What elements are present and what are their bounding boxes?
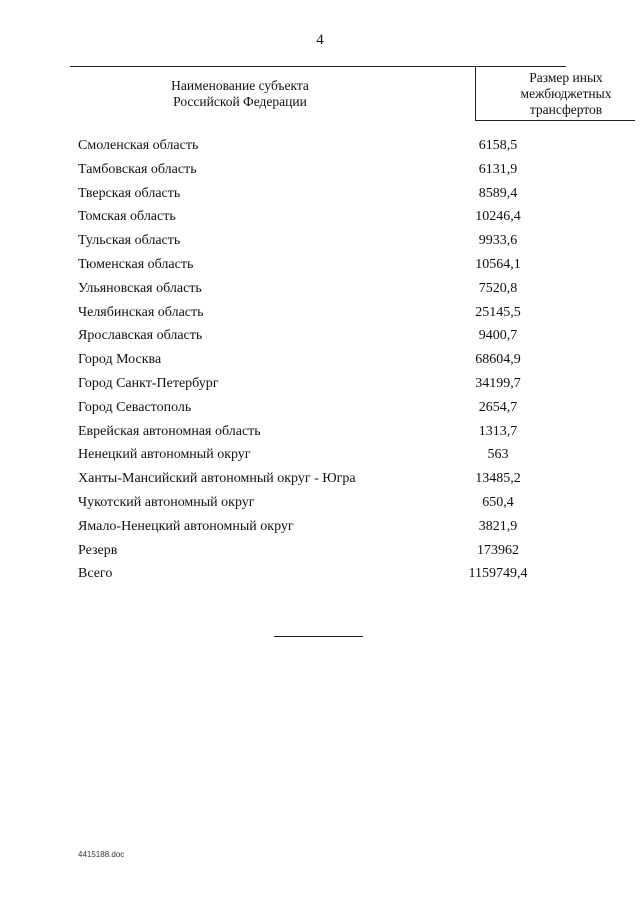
subject-name-cell: Ямало-Ненецкий автономный округ: [78, 518, 294, 534]
subject-name-cell: Ярославская область: [78, 328, 203, 344]
subject-name-cell: Город Москва: [78, 352, 162, 368]
table-row: [78, 186, 566, 210]
subject-name-cell: Тюменская область: [78, 256, 194, 272]
transfer-amount-cell: 13485,2: [475, 471, 521, 487]
table-row: [78, 566, 566, 590]
transfer-amount-cell: 9933,6: [478, 233, 518, 249]
table-row: [78, 281, 566, 305]
table-row: [78, 400, 566, 424]
subject-name-cell: Томская область: [78, 209, 176, 225]
subject-name-cell: Еврейская автономная область: [78, 423, 261, 439]
transfer-amount-cell: 1159749,4: [468, 566, 528, 582]
transfer-amount-cell: 563: [487, 447, 509, 463]
subject-name-cell: Резерв: [78, 542, 118, 558]
transfer-amount-cell: 650,4: [482, 494, 514, 510]
subject-name-cell: Ханты-Мансийский автономный округ - Югра: [78, 471, 356, 487]
table-row: [78, 305, 566, 329]
document-filename: 4415188.doc: [78, 850, 125, 859]
header-subject-name: [70, 78, 410, 110]
table-row: [78, 543, 566, 567]
transfer-amount-cell: 6131,9: [478, 161, 518, 177]
table-row: [78, 447, 566, 471]
table-row: [78, 495, 566, 519]
subject-name-cell: Тверская область: [78, 185, 181, 201]
transfer-amount-cell: 34199,7: [475, 375, 521, 391]
header-subject-name-line1: Наименование субъекта: [171, 78, 309, 93]
subject-name-cell: Ненецкий автономный округ: [78, 447, 251, 463]
table-row: [78, 352, 566, 376]
transfer-amount-cell: 3821,9: [478, 518, 518, 534]
transfer-amount-cell: 1313,7: [478, 423, 518, 439]
table-row: [78, 376, 566, 400]
subject-name-cell: Тульская область: [78, 233, 181, 249]
transfer-amount-cell: 6158,5: [478, 138, 518, 153]
table-row: [78, 328, 566, 352]
header-transfer-amount-line2: межбюджетных: [520, 86, 612, 101]
subject-name-cell: Ульяновская область: [78, 280, 202, 296]
table-row: [78, 138, 566, 162]
header-transfer-amount: [476, 70, 640, 118]
table-row: [78, 233, 566, 257]
page-number: 4: [316, 32, 324, 48]
table-row: [78, 209, 566, 233]
subject-name-cell: Смоленская область: [78, 138, 199, 153]
subject-name-cell: Всего: [78, 566, 113, 582]
subject-name-cell: Тамбовская область: [78, 161, 197, 177]
table-body: [78, 138, 566, 590]
transfer-amount-cell: 68604,9: [475, 352, 521, 368]
table-row: [78, 471, 566, 495]
transfer-amount-cell: 25145,5: [475, 304, 521, 320]
table-row: [78, 162, 566, 186]
table-top-rule: [70, 66, 566, 67]
transfer-amount-cell: 10246,4: [475, 209, 521, 225]
table-row: [78, 519, 566, 543]
transfer-amount-cell: 10564,1: [475, 256, 521, 272]
table-row: [78, 424, 566, 448]
subject-name-cell: Чукотский автономный округ: [78, 494, 255, 510]
header-bottom-rule: [476, 120, 635, 121]
header-transfer-amount-line3: трансфертов: [529, 102, 603, 117]
subject-name-cell: Город Севастополь: [78, 399, 192, 415]
transfer-amount-cell: 7520,8: [478, 280, 518, 296]
subject-name-cell: Город Санкт-Петербург: [78, 375, 219, 391]
end-of-document-rule: [274, 636, 363, 637]
header-subject-name-line2: Российской Федерации: [173, 94, 307, 109]
transfer-amount-cell: 9400,7: [478, 328, 518, 344]
transfer-amount-cell: 173962: [477, 542, 519, 558]
table-row: [78, 257, 566, 281]
header-transfer-amount-line1: Размер иных: [529, 70, 603, 85]
transfer-amount-cell: 2654,7: [478, 399, 518, 415]
transfer-amount-cell: 8589,4: [478, 185, 518, 201]
subject-name-cell: Челябинская область: [78, 304, 204, 320]
